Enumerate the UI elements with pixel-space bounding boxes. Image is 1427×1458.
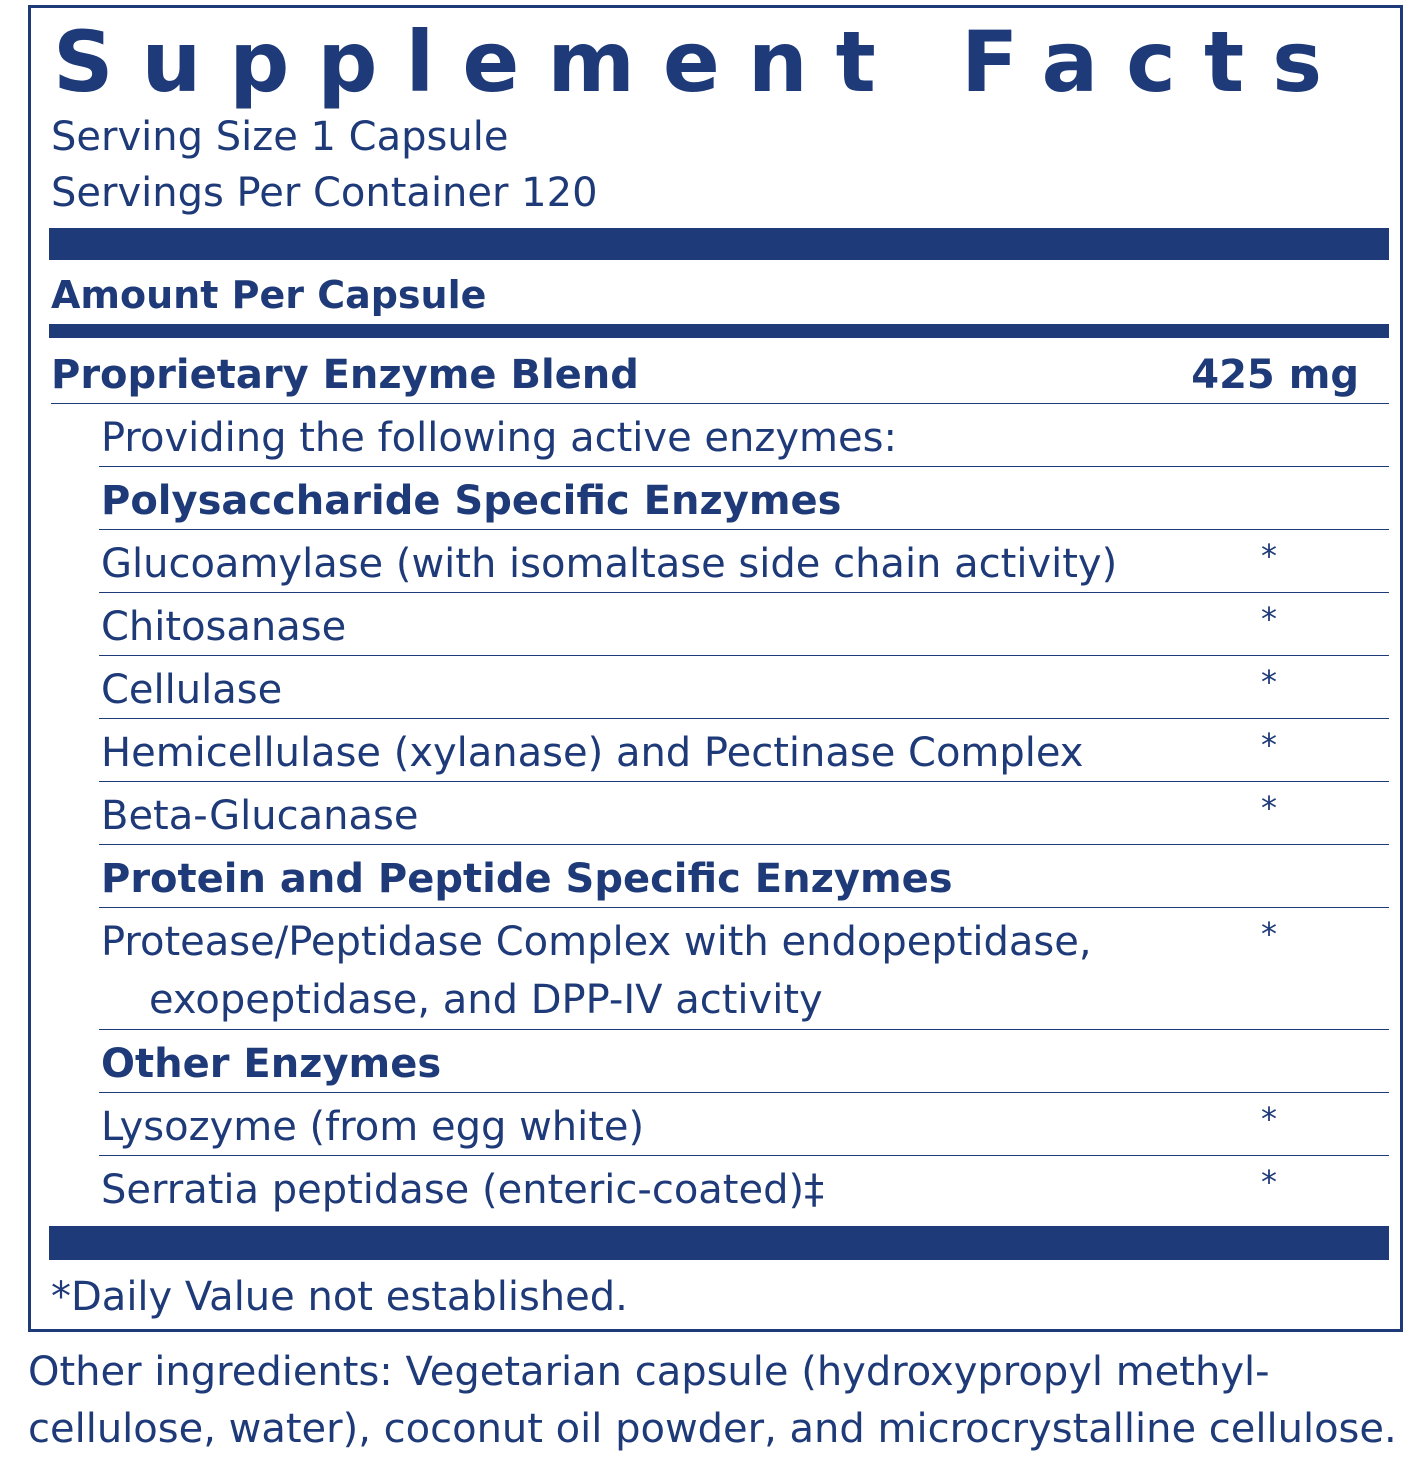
- daily-value-mark: *: [1261, 537, 1277, 575]
- daily-value-mark: *: [1261, 789, 1277, 827]
- daily-value-mark: *: [1261, 600, 1277, 638]
- thick-divider: [49, 228, 1389, 260]
- ingredient-name: Beta-Glucanase: [101, 793, 419, 839]
- panel-title: Supplement Facts: [53, 13, 1351, 111]
- ingredient-name: Hemicellulase (xylanase) and Pectinase Complex: [101, 730, 1084, 776]
- blend-name: Proprietary Enzyme Blend: [51, 352, 639, 398]
- list-item: [99, 530, 1389, 593]
- category-header: [99, 467, 1389, 530]
- ingredient-name: Chitosanase: [101, 604, 347, 650]
- category-header: [99, 1030, 1389, 1093]
- list-item: [99, 404, 1389, 467]
- list-item: [99, 656, 1389, 719]
- amount-per-capsule-label: Amount Per Capsule: [51, 273, 487, 317]
- daily-value-mark: *: [1261, 915, 1277, 953]
- daily-value-mark: *: [1261, 663, 1277, 701]
- ingredient-name: Glucoamylase (with isomaltase side chain activity): [101, 541, 1118, 587]
- thick-divider: [49, 1226, 1389, 1260]
- daily-value-mark: *: [1261, 726, 1277, 764]
- ingredient-name-line2: exopeptidase, and DPP-IV activity: [149, 977, 823, 1023]
- list-item: [99, 593, 1389, 656]
- ingredient-list: [99, 404, 1389, 1219]
- ingredient-name: Serratia peptidase (enteric-coated)‡: [101, 1167, 825, 1213]
- serving-size: Serving Size 1 Capsule: [51, 114, 509, 160]
- daily-value-mark: *: [1261, 1100, 1277, 1138]
- servings-per-container: Servings Per Container 120: [51, 170, 598, 216]
- ingredient-name: Cellulase: [101, 667, 283, 713]
- ingredient-name-line1: Protease/Peptidase Complex with endopeptidase,: [101, 919, 1092, 965]
- category-label: Polysaccharide Specific Enzymes: [101, 478, 842, 524]
- category-label: Protein and Peptide Specific Enzymes: [101, 856, 953, 902]
- daily-value-mark: *: [1261, 1163, 1277, 1201]
- medium-divider: [49, 324, 1389, 338]
- list-item: [99, 1093, 1389, 1156]
- footnote: *Daily Value not established.: [51, 1274, 628, 1320]
- category-label: Other Enzymes: [101, 1041, 442, 1087]
- category-header: [99, 845, 1389, 908]
- ingredient-name: Lysozyme (from egg white): [101, 1104, 645, 1150]
- list-item: [99, 782, 1389, 845]
- list-item: [99, 719, 1389, 782]
- ingredient-name: [101, 913, 1161, 1029]
- list-item: [99, 908, 1389, 1030]
- list-item: [99, 1156, 1389, 1219]
- other-ingredients: Other ingredients: Vegetarian capsule (hydroxypropyl methyl-cellulose, water), coconut oil powder, and microcrystalline cellulose.: [28, 1349, 1397, 1452]
- row-text: Providing the following active enzymes:: [101, 415, 897, 461]
- blend-row: [51, 348, 1389, 404]
- blend-amount: 425 mg: [1191, 352, 1359, 398]
- supplement-facts-panel: [28, 5, 1403, 1332]
